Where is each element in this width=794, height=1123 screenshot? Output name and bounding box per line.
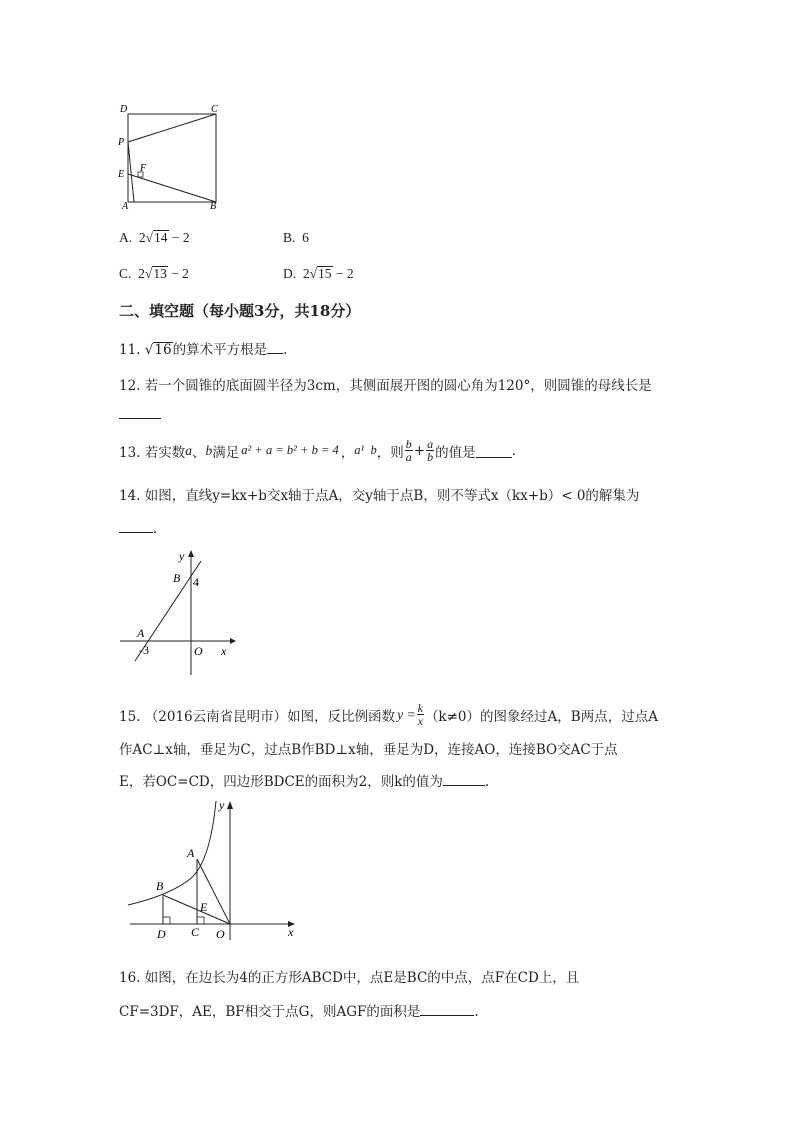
- section-title: 二、填空题（每小题3分，共18分）: [119, 302, 361, 320]
- q15-line1-b: （k≠0）的图象经过A，B两点，过点A: [424, 708, 658, 725]
- q13-frac1-den: a: [405, 450, 412, 464]
- q13-then: ，则: [376, 444, 404, 461]
- sqrt-sign: √: [144, 342, 154, 358]
- label-D-hyper: D: [157, 927, 166, 941]
- q15-y-eq: y =: [397, 706, 416, 722]
- q11-end: .: [283, 342, 288, 358]
- q13-plus: +: [413, 442, 426, 459]
- label-B-hyper: B: [156, 879, 164, 893]
- question-11: [119, 338, 287, 358]
- q11-answer-blank[interactable]: [267, 339, 283, 354]
- q13-frac1-num: b: [405, 437, 412, 451]
- label-A: A: [122, 201, 129, 212]
- q14-answer-blank[interactable]: [119, 518, 153, 533]
- option-c-coef: 2: [138, 266, 145, 281]
- hyperbola-figure: [120, 795, 300, 945]
- q13-frac2-num: a: [427, 437, 434, 451]
- q13-sep: 、: [192, 444, 206, 461]
- q11-text: 的算术平方根是: [172, 342, 268, 358]
- label-E-hyper: E: [200, 900, 208, 914]
- q13-mid: 满足: [212, 444, 240, 461]
- q13-tail: 的值是: [435, 444, 476, 461]
- square-figure: [110, 100, 230, 215]
- label-A-hyper: A: [187, 846, 195, 860]
- axis-x-label: x: [221, 644, 227, 658]
- q15-line1-a: 15. （2016云南省昆明市）如图，反比例函数: [119, 708, 396, 725]
- q16-line2: CF=3DF，AE，BF相交于点G，则AGF的面积是: [119, 1004, 421, 1020]
- label-O-hyper: O: [216, 927, 225, 941]
- question-15-line2: 作AC⊥x轴，垂足为C，过点B作BD⊥x轴，垂足为D，连接AO，连接BO交AC于点: [119, 742, 618, 758]
- label-P: P: [118, 137, 125, 148]
- q13-var-a: a: [185, 442, 193, 458]
- option-b-value: 6: [302, 230, 309, 245]
- q13-fraction-a-over-b: [426, 438, 434, 463]
- option-d-radicand: 15: [318, 266, 332, 281]
- label-B: B: [210, 201, 217, 212]
- q12-answer-blank[interactable]: [119, 404, 161, 419]
- q13-prefix: 13. 若实数: [119, 444, 186, 461]
- axis-y-label-2: y: [219, 798, 225, 812]
- axis-y-label: y: [179, 549, 185, 563]
- q15-line3: E，若OC=CD，四边形BDCE的面积为2，则k的值为: [119, 774, 443, 790]
- option-d: [283, 266, 354, 282]
- q13-frac2-den: b: [427, 450, 434, 464]
- sqrt-sign: √: [309, 266, 318, 281]
- question-15-line1: [119, 702, 658, 727]
- q15-end: .: [484, 774, 490, 790]
- sqrt-sign: √: [145, 230, 154, 245]
- q13-condition: a¹ b: [354, 443, 377, 457]
- q16-answer-blank[interactable]: [420, 1001, 474, 1016]
- q11-radicand: 16: [154, 342, 172, 358]
- line-graph-figure: [115, 545, 240, 680]
- question-16-line2: [119, 1000, 479, 1020]
- label-4: 4: [193, 575, 199, 589]
- q13-equation: a² + a = b² + b = 4: [241, 443, 339, 457]
- option-c: [119, 266, 189, 282]
- option-c-label: C.: [119, 266, 132, 281]
- option-c-radicand: 13: [153, 266, 167, 281]
- question-12: 12. 若一个圆锥的底面圆半径为3cm，其侧面展开图的圆心角为120°，则圆锥的母线长是: [119, 378, 652, 394]
- q15-answer-blank[interactable]: [443, 771, 485, 786]
- label-neg3: -3: [139, 643, 149, 657]
- question-16-line1: 16. 如图，在边长为4的正方形ABCD中，点E是BC的中点，点F在CD上，且: [119, 970, 580, 986]
- option-a-label: A.: [119, 230, 133, 245]
- q13-fraction-b-over-a: [405, 438, 413, 463]
- option-c-tail: − 2: [171, 266, 189, 281]
- label-E: E: [118, 169, 125, 180]
- option-d-coef: 2: [302, 266, 310, 281]
- option-a-tail: − 2: [171, 230, 190, 245]
- option-d-label: D.: [283, 266, 297, 281]
- q15-frac-num: k: [417, 701, 423, 715]
- axis-x-label-2: x: [288, 925, 294, 939]
- q16-end: .: [474, 1004, 479, 1020]
- label-F: F: [140, 163, 147, 174]
- label-O-origin: O: [194, 644, 203, 658]
- q14-end: .: [153, 521, 158, 537]
- label-C: C: [211, 104, 218, 115]
- option-b: [283, 230, 309, 246]
- q11-number: 11.: [119, 342, 141, 358]
- question-13: [119, 438, 516, 463]
- label-D: D: [120, 104, 128, 115]
- q13-comma: ，: [340, 444, 355, 461]
- option-b-label: B.: [283, 230, 296, 245]
- question-15-line3: [119, 770, 489, 790]
- q14-blank-line: [119, 518, 157, 537]
- q15-fraction-k-over-x: [417, 702, 424, 727]
- label-B-point: B: [173, 571, 181, 585]
- option-d-tail: − 2: [335, 266, 354, 281]
- question-14: 14. 如图，直线y=kx+b交x轴于点A，交y轴于点B，则不等式x（kx+b）< 0的解集为: [119, 488, 640, 504]
- option-a-radicand: 14: [154, 230, 168, 245]
- sqrt-sign: √: [144, 266, 153, 281]
- label-C-hyper: C: [191, 925, 200, 939]
- label-A-point: A: [137, 626, 145, 640]
- q13-var-b: b: [205, 442, 213, 458]
- q13-answer-blank[interactable]: [476, 443, 512, 458]
- q13-end: .: [511, 442, 516, 459]
- option-a: [119, 230, 190, 246]
- q15-frac-den: x: [417, 714, 423, 728]
- option-a-coef: 2: [138, 230, 146, 245]
